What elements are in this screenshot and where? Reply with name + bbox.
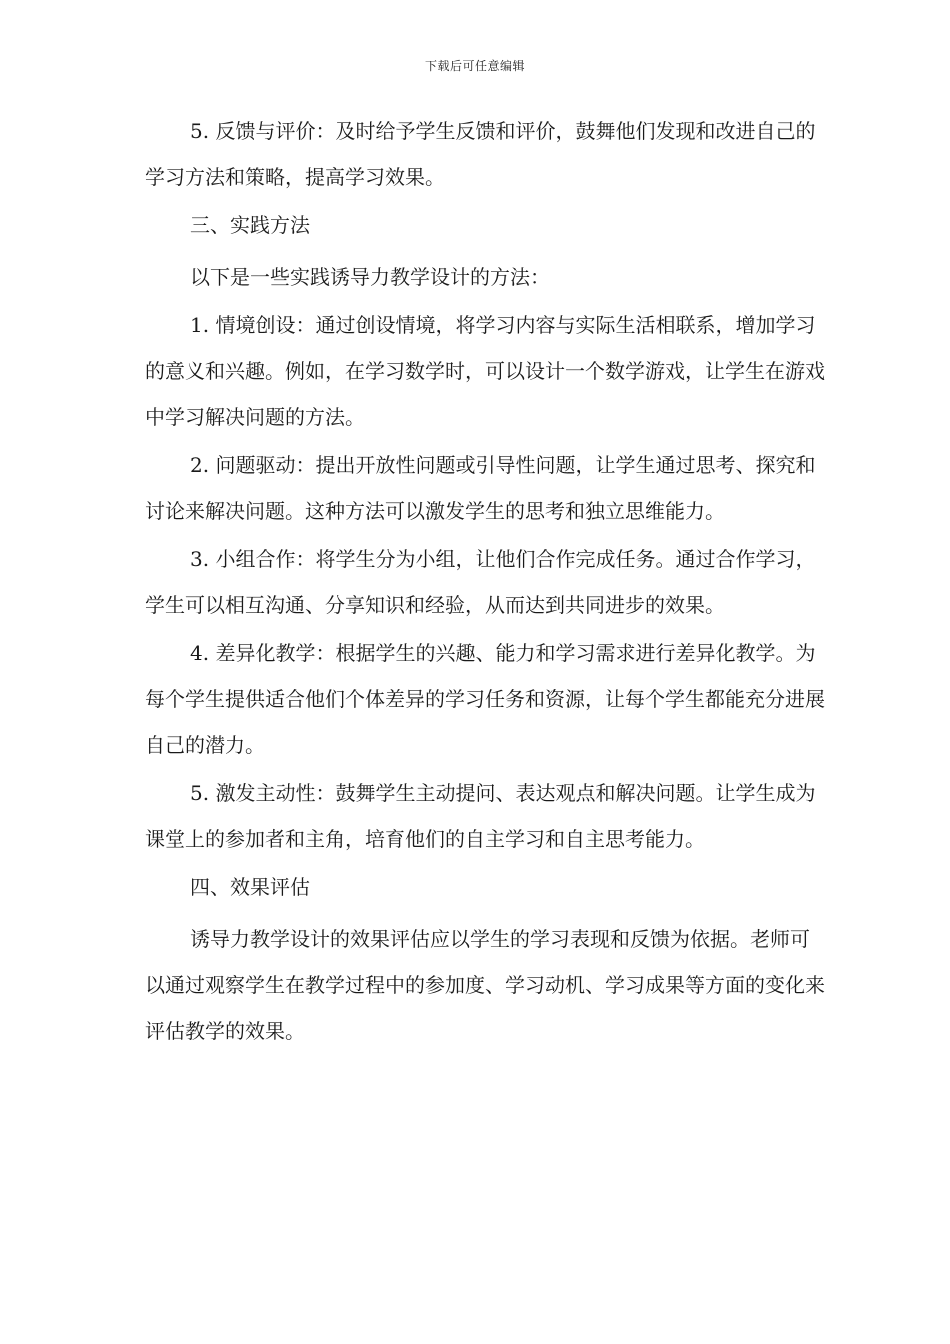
section-heading-practice-methods: 三、实践方法 bbox=[190, 213, 310, 237]
paragraph-situation-creation: 1. 情境创设：通过创设情境，将学习内容与实际生活相联系，增加学习的意义和兴趣。例如，在学习数学时，可以设计一个数学游戏，让学生在游戏中学习解决问题的方法。 bbox=[145, 313, 825, 429]
paragraph-differentiated-teaching: 4. 差异化教学：根据学生的兴趣、能力和学习需求进行差异化教学。为每个学生提供适合他们个体差异的学习任务和资源，让每个学生都能充分进展自己的潜力。 bbox=[145, 641, 825, 757]
paragraph-problem-driven: 2. 问题驱动：提出开放性问题或引导性问题，让学生通过思考、探究和讨论来解决问题。这种方法可以激发学生的思考和独立思维能力。 bbox=[145, 453, 816, 523]
paragraph-feedback-evaluation: 5. 反馈与评价：及时给予学生反馈和评价，鼓舞他们发现和改进自己的学习方法和策略，提高学习效果。 bbox=[145, 119, 816, 189]
section-heading-effect-evaluation: 四、效果评估 bbox=[190, 875, 310, 899]
paragraph-methods-intro: 以下是一些实践诱导力教学设计的方法： bbox=[190, 265, 550, 289]
page-header: 下载后可任意编辑 bbox=[424, 59, 525, 73]
paragraph-evaluation-basis: 诱导力教学设计的效果评估应以学生的学习表现和反馈为依据。老师可以通过观察学生在教学过程中的参加度、学习动机、学习成果等方面的变化来评估教学的效果。 bbox=[145, 927, 825, 1043]
paragraph-group-cooperation: 3. 小组合作：将学生分为小组，让他们合作完成任务。通过合作学习，学生可以相互沟通、分享知识和经验，从而达到共同进步的效果。 bbox=[145, 547, 816, 617]
paragraph-stimulate-initiative: 5. 激发主动性：鼓舞学生主动提问、表达观点和解决问题。让学生成为课堂上的参加者和主角，培育他们的自主学习和自主思考能力。 bbox=[145, 781, 816, 851]
document-body bbox=[145, 108, 825, 1056]
